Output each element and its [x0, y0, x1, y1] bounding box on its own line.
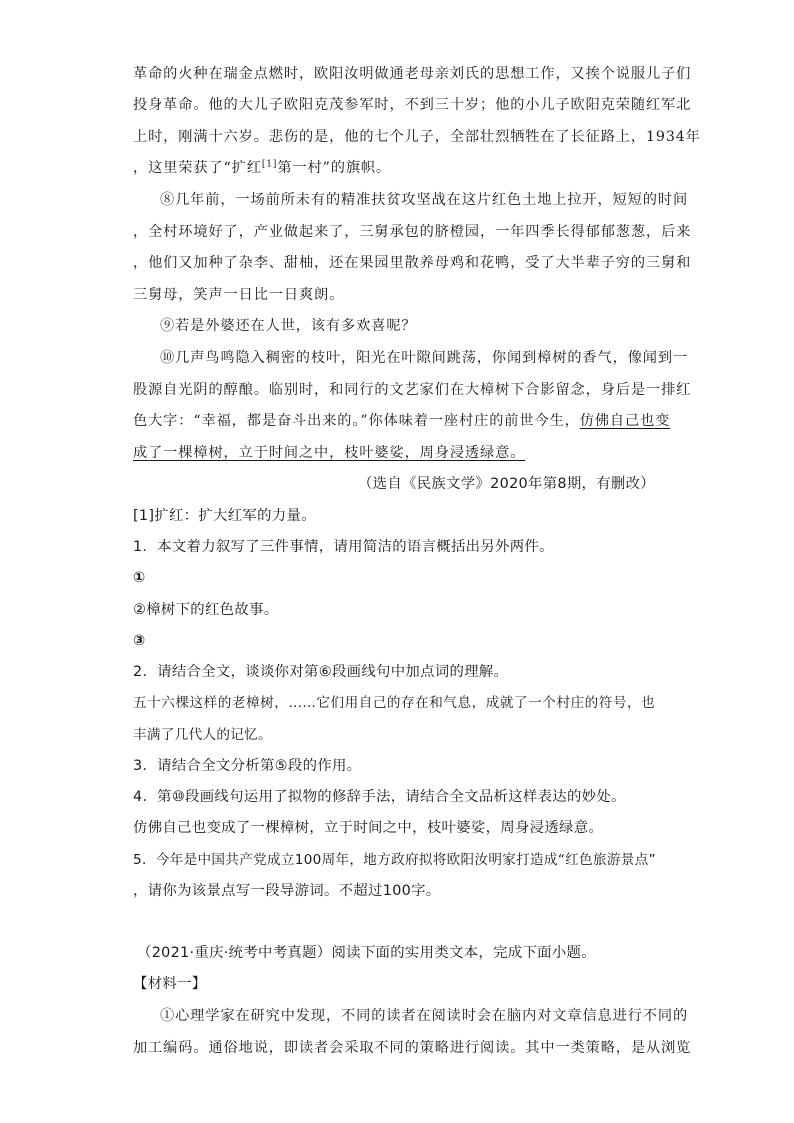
question-2-quote: 五十六棵这样的老樟树，……它们用自己的存在和气息，成就了一个村庄的符号，也: [133, 695, 655, 711]
question-3: 3．请结合全文分析第⑤段的作用。: [133, 758, 362, 774]
question-2-quote-line: 丰满了几代人的记忆。: [133, 727, 272, 743]
answer-slot-2: ②樟树下的红色故事。: [133, 602, 279, 618]
paragraph-10: ⑩几声鸟鸣隐入稠密的枝叶，阳光在叶隙间跳荡，你闻到樟树的香气，像闻到一: [160, 350, 689, 366]
paragraph-9: ⑨若是外婆还在人世，该有多欢喜呢？: [160, 318, 417, 334]
section-header: （2021·重庆·统考中考真题）阅读下面的实用类文本，完成下面小题。: [137, 945, 596, 961]
paragraph-8-line: 三舅母，笑声一日比一日爽朗。: [133, 287, 345, 303]
question-2: 2．请结合全文，谈谈你对第⑥段画线句中加点词的理解。: [133, 664, 509, 680]
passage-line: 上时，刚满十六岁。悲伤的是，他的七个儿子，全部壮烈牺牲在了长征路上，1934年: [133, 129, 701, 145]
paragraph-8-line: ，全村环境好了，产业做起来了，三舅承包的脐橙园，一年四季长得郁郁葱葱，后来: [133, 224, 692, 240]
question-4: 4．第⑩段画线句运用了拟物的修辞手法，请结合全文品析这样表达的妙处。: [133, 789, 626, 805]
footnote: [1]扩红：扩大红军的力量。: [133, 508, 316, 524]
footnote-ref: [1]: [261, 159, 278, 170]
paragraph-8-line: ，他们又加种了杂李、甜柚，还在果园里散养母鸡和花鸭，受了大半辈子穷的三舅和: [133, 255, 692, 271]
paragraph-10-line: 色大字：“幸福，都是奋斗出来的。”你体味着一座村庄的前世今生，仿佛自己也变: [133, 413, 671, 429]
material-label: 【材料一】: [133, 976, 207, 992]
question-4-quote: 仿佛自己也变成了一棵樟树，立于时间之中，枝叶婆娑，周身浸透绿意。: [133, 820, 604, 836]
passage-line: 革命的火种在瑞金点燃时，欧阳汝明做通老母亲刘氏的思想工作，又挨个说服儿子们: [133, 66, 692, 82]
question-5-line: ，请你为该景点写一段导游词。不超过100字。: [133, 883, 441, 899]
answer-slot-3: ③: [133, 633, 146, 649]
paragraph-10-line: 股源自光阴的醇酿。临别时，和同行的文艺家们在大樟树下合影留念，身后是一排红: [133, 382, 692, 398]
underlined-sentence: 成了一棵樟树，立于时间之中，枝叶婆娑，周身浸透绿意。: [133, 445, 526, 461]
passage-line: ，这里荣获了“扩红[1]第一村”的旗帜。: [133, 159, 392, 176]
material-1-paragraph: ①心理学家在研究中发现，不同的读者在阅读时会在脑内对文章信息进行不同的: [160, 1008, 689, 1024]
answer-slot-1: ①: [133, 570, 146, 586]
passage-line: 投身革命。他的大儿子欧阳克茂参军时，不到三十岁；他的小儿子欧阳克荣随红军北: [133, 97, 692, 113]
material-1-line: 加工编码。通俗地说，即读者会采取不同的策略进行阅读。其中一类策略，是从浏览: [133, 1040, 692, 1056]
source-citation: （选自《民族文学》2020年第8期，有删改）: [357, 476, 655, 492]
question-1: 1．本文着力叙写了三件事情，请用简洁的语言概括出另外两件。: [133, 539, 554, 555]
underlined-sentence: 仿佛自己也变: [579, 413, 671, 429]
question-5: 5．今年是中国共产党成立100周年，地方政府拟将欧阳汝明家打造成“红色旅游景点”: [133, 852, 656, 868]
paragraph-8: ⑧几年前，一场前所未有的精准扶贫攻坚战在这片红色土地上拉开，短短的时间: [160, 192, 689, 208]
